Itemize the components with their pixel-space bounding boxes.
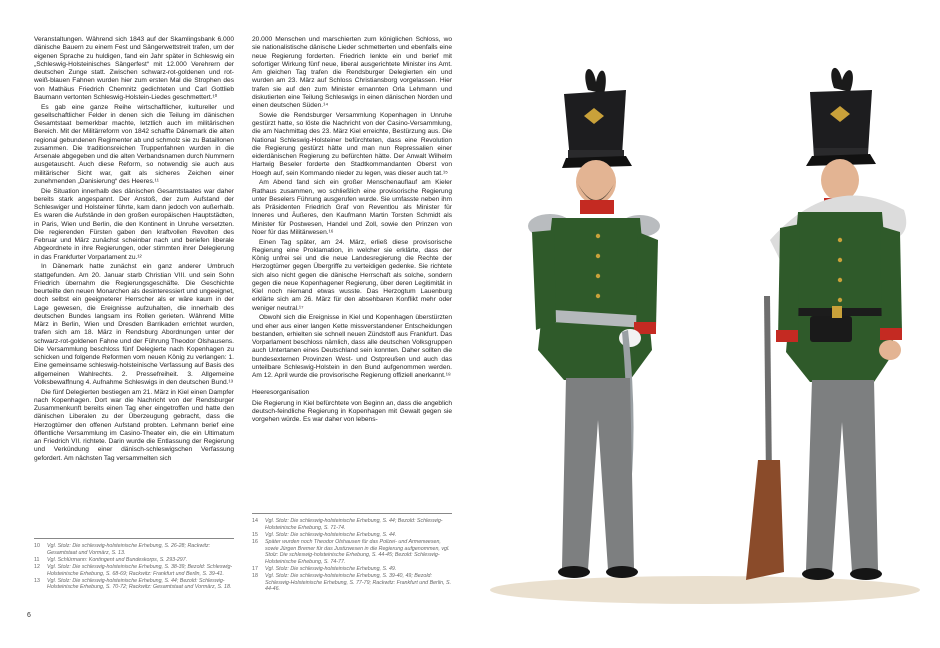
rifle-stock: [746, 460, 784, 580]
private-cuff-right: [880, 328, 902, 340]
footnote-number: 11: [34, 556, 40, 563]
footnote: [252, 539, 452, 565]
uniform-illustration: [480, 60, 940, 620]
section-heading: Heeresorganisation: [252, 389, 310, 397]
footnote-text: Vgl. Stolz: Die schleswig-holsteinische Erhebung, S. 39-40, 49; Bezold: Schleswig-Holsteinische Erhebung, S. 77-79; Rackwitz: Frankfurt und Berlin, S. 44-46.: [265, 573, 452, 593]
footnote: [252, 518, 452, 531]
page-number: 6: [27, 612, 31, 619]
text-column-left: [34, 36, 234, 464]
footnote-number: 18: [252, 573, 258, 580]
officer-glove: [619, 329, 641, 347]
footnote: [252, 573, 452, 593]
footnote-text: Vgl. Stolz: Die schleswig-holsteinische Erhebung, S. 38-39; Bezold: Schleswig-Holsteinische Erhebung, S. 68-69; Rackwitz: Frankfurt und Berlin, S. 39-41.: [47, 563, 233, 577]
paragraph: In Dänemark hatte zunächst ein ganz anderer Umbruch stattgefunden. Am 20. Januar starb Christian VIII. und sein Sohn Friedrich übernahm die Regierungsgeschäfte. Die Geschichte beurteilte den neuen Monarchen als desinteressiert und ungeeignet, doch selbst ein geeigneterer Herrscher als er wäre kaum in der Lage gewesen, die Ereignisse aufzuhalten, die innerhalb des deutschen Bundes langsam ins Rollen gerieten. Während Mitte März in Berlin, Wien und Dresden Barrikaden errichtet wurden, trafen sich am 18. März in Rendsburg Abordnungen unter der schwarz-rot-goldenen Fahne und der Führung Theodor Olshausens. Die Versammlung beschloss fünf Delegierte nach Kopenhagen zu schicken und folgende Reformen vom neuen König zu verlangen: 1. Eine gemeinsame schleswig-holsteinische Verfassung auf Basis des allgemeinen Wahlrechts. 2. Pressefreiheit. 3. Allgemeine Volksbewaffnung 4. Aufnahme Schleswigs in den deutschen Bund.¹³: [34, 263, 234, 386]
footnote-text: Vgl. Stolz: Die schleswig-holsteinische Erhebung, S. 44.: [265, 531, 397, 538]
footnote-number: 14: [252, 518, 258, 524]
officer-collar: [580, 200, 614, 214]
paragraph: Die Situation innerhalb des dänischen Gesamtstaates war daher bereits stark angespannt. Der Anstoß, der zum Aufstand der Schleswiger und Holsteiner führte, kam dann jedoch von außerhalb. Es waren die Aufstände in den großen europäischen Hauptstädten, in Paris, Wien und Berlin, die den Kontinent in Unruhe versetzten. Die regierenden Fürsten gaben den kraftvollen Revolten des Februar und März zunächst scheinbar nach und beriefen liberale Abgeordnete in ihre Regierungen, oder stimmten ihrer Delegierung in das Frankfurter Vorparlament zu.¹²: [34, 187, 234, 261]
footnote: [252, 532, 452, 539]
private-trousers: [806, 380, 878, 572]
paragraph: Die Regierung in Kiel befürchtete von Beginn an, dass die angeblich deutsch-feindliche Regierung in Kopenhagen mit Gewalt gegen sie vorgehen würde. Es war daher von lebens-: [252, 399, 452, 423]
footnotes-left: [34, 538, 234, 592]
private-cuff-left: [776, 330, 798, 342]
shako: [810, 90, 872, 158]
shako-plume: [585, 69, 606, 94]
rifle-barrel: [764, 296, 772, 480]
footnote: [34, 564, 234, 577]
paragraph: Sowie die Rendsburger Versammlung Kopenhagen in Unruhe gestürzt hatte, so löste die Nachricht von der Casino-Versammlung, die am Nachmittag des 23. März Kiel erreichte, Bestürzung aus. Die National Schleswig-Holsteiner befürchteten, dass eine Revolution die Regierung gestürzt hätte und man nun Repressalien einer eiderdänischen Regierung zu befürchten hätte. Der Anwalt Wilhelm Hartwig Beseler forderte den Stadtkommandanten Oberst von Hoegh auf, sein Kommando nieder zu legen, was dieser auch tat.¹⁵: [252, 111, 452, 177]
footnote-text: Vgl. Stolz: Die schleswig-holsteinische Erhebung, S. 49.: [265, 565, 397, 572]
footnote-text: Vgl. Stolz: Die schleswig-holsteinische Erhebung, S. 26-28; Rackwitz: Gesamtstaat und Vormärz, S. 13.: [47, 543, 211, 556]
shako-plume: [831, 68, 853, 92]
footnote: [34, 543, 234, 556]
paragraph: Es gab eine ganze Reihe wirtschaftlicher, kultureller und gesellschaftlicher Felder in denen sich die Teilung im dänischen Gesamtstaat bemerkbar machte, letztlich auch im militärischen Bereich. Mit der Militärreform von 1842 schaffte Dänemark die alten regional gebundenen Regimenter ab und schmolz sie zu Bataillonen zusammen. Die traditionsreichen Truppenfahnen wurden in die Arsenale abgegeben und die alten Verbandsnamen durch Nummern ausgetauscht. Auch diese Reform, so notwendig sie auch aus militärischer Sicht war, galt als sicheres Zeichen einer zunehmenden „Danisierung“ des Heeres.¹¹: [34, 103, 234, 185]
footnote-number: 12: [34, 563, 40, 570]
footnote-number: 15: [252, 531, 258, 538]
officer-trousers: [562, 378, 634, 570]
footnote: [34, 557, 234, 564]
private-hand: [879, 340, 901, 360]
officer-arm-left: [532, 230, 556, 330]
footnote-number: 16: [252, 538, 258, 545]
footnotes-middle: [252, 513, 452, 594]
footnote: [34, 578, 234, 591]
footnote-number: 17: [252, 565, 258, 572]
soldier-officer: [528, 69, 660, 578]
footnote-text: Vgl. Stolz: Die schleswig-holsteinische Erhebung, S. 44; Bezold: Schleswig-Holsteinische Erhebung, S. 71-74.: [265, 518, 443, 531]
footnote-text: Vgl. Schlürmann: Kontingent und Bundeskorps, S. 293-297.: [47, 556, 188, 563]
paragraph: Obwohl sich die Ereignisse in Kiel und Kopenhagen überstürzten und eher aus einer langen Kette missverstandener Entscheidungen bestanden, erhielten sie schnell neuen Zündstoff aus Frankfurt. Das Vorparlament beschloss nämlich, dass alle deutschen Volksgruppen auch Untertanen eines Deutschland sein konnten. Daher sollten die bundesexternen Provinzen West- und Ostpreußen und auch das unteilbare Schleswig-Holstein in den Bund aufgenommen werden. Am 12. April wurde die provisorische Regierung offiziell anerkannt.¹⁸: [252, 314, 452, 379]
private-head: [821, 159, 859, 201]
footnote-number: 13: [34, 577, 40, 584]
ground-shadow: [490, 576, 920, 604]
private-tunic: [786, 212, 894, 382]
footnote-number: 10: [34, 543, 40, 549]
footnote: [252, 566, 452, 573]
footnote-text: Vgl. Stolz: Die schleswig-holsteinische Erhebung, S. 44; Bezold: Schleswig-Holsteinische Erhebung, S. 70-72; Rackwitz: Gesamtstaat und Vormärz, S. 18.: [47, 577, 232, 591]
footnote-text: Später wurden noch Theodor Olshausen für das Polizei- und Armenwesen, sowie Jürgen Bremer für das Justizwesen in die Regierung aufgenommen, vgl. Stolz: Die schleswig-holsteinische Erhebung, S. 44-45; Bezold: Schleswig-Holsteinische Erhebung, S. 74-77.: [265, 538, 450, 565]
paragraph: 20.000 Menschen und marschierten zum königlichen Schloss, wo sie nationalistische dänische Lieder schmetterten und ebenfalls eine neue Regierung forderten. Friedrich lenkte ein und berief mit sofortiger Wirkung fünf neue, liberal ausgerichtete Minister ins Amt. Am gleichen Tag trafen die Rendsburger Delegierten ein und wurden am 23. März auf Schloss Christiansborg vorgelassen. Hier trafen sie auf den zum Minister ernannten Orla Lehmann und diskutierten eine Teilung Schleswigs in einen dänischen Norden und einen deutschen Süden.¹⁴: [252, 36, 452, 109]
text-column-middle: [252, 36, 452, 426]
officer-head: [576, 160, 616, 204]
officer-arm-right: [636, 232, 658, 334]
soldier-private: [746, 68, 906, 580]
paragraph: Die fünf Delegierten bestiegen am 21. März in Kiel einen Dampfer nach Kopenhagen. Dort war die Nachricht von der Rendsburger Zusammenkunft bereits einen Tag eher eingetroffen und hatte den dänischen Liberalen zu der Überzeugung gebracht, dass die Herzogtümer den offenen Aufstand probten. Lehmann berief eine öffentliche Versammlung im Casino-Theater ein, die ein Ultimatum an Friedrich VII. richtete. Darin wurde die Entlassung der Regierung und Verkündung einer dänisch-schleswigschen Verfassung gefordert. Am nächsten Tag versammelten sich: [34, 388, 234, 462]
paragraph: Einen Tag später, am 24. März, erließ diese provisorische Regierung eine Proklamation, in welcher sie erklärte, dass der König unfrei sei und die neue Landesregierung die Rechte der Herzogtümer gegen Übergriffe zu verteidigen gedenke. Sie richtete sich also nicht gegen die dänische Herrschaft als solche, sondern gegen die neue Kopenhagener Regierung, über deren Legitimität in Kiel noch niemand etwas wusste. Das Herzogtum Lauenburg erklärte sich am 26. März für den absehbaren Konflikt mehr oder weniger neutral.¹⁷: [252, 238, 452, 312]
private-arm-right: [880, 226, 902, 338]
private-arm-left: [778, 224, 800, 340]
cartridge-box: [810, 316, 852, 342]
shako: [564, 90, 626, 160]
paragraph: Am Abend fand sich ein großer Menschenauflauf am Kieler Rathaus zusammen, wo schließlich eine provisorische Regierung unter Beselers Führung ausgerufen wurde. Sie umfasste neben ihm als Präsidenten Friedrich Graf von Reventlou als Minister für Inneres und Äußeres, den Kaufmann Martin Torsten Schmidt als Minister für Postwesen, Handel und Zoll, sowie den Prinzen von Noer für das Militärwesen.¹⁶: [252, 179, 452, 236]
paragraph: Veranstaltungen. Während sich 1843 auf der Skamlingsbank 6.000 dänische Bauern zu einem Fest und Sängerwettstreit trafen, um der eigenen Sprache zu huldigen, fand ein Jahr später in Schleswig ein „Schleswig-Holsteinisches Sängerfest“ mit 12.000 Verehrern der deutschen Zunge statt. Zwischen schwarz-rot-goldenen und rot-weiß-blauen Fahnen wurden hier zum ersten Mal die Strophen des von Mathäus Friedrich Chemnitz gedichteten und Carl Gottlieb Baumann vertonten Schleswig-Holstein-Liedes geschmettert.¹⁰: [34, 36, 234, 101]
belt-buckle: [832, 306, 842, 318]
